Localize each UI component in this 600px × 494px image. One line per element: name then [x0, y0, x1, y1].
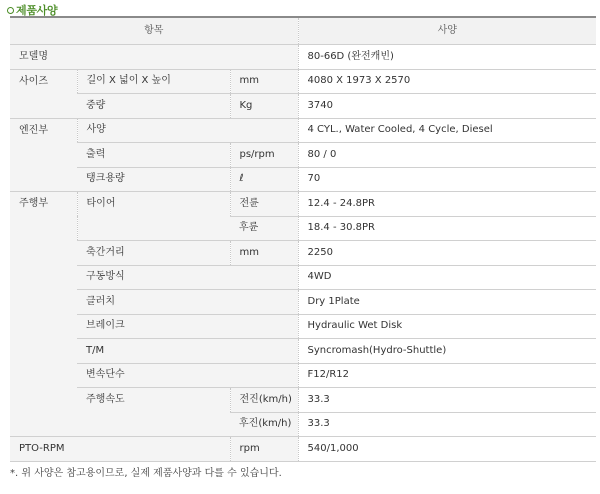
circle-bullet-icon [7, 7, 14, 14]
model-label: 모델명 [10, 45, 298, 70]
tire-rear-label: 후륜 [230, 216, 298, 241]
model-value: 80-66D (완전캐빈) [298, 45, 596, 70]
spec-table [10, 16, 596, 462]
table-row [10, 192, 596, 217]
pto-value: 540/1,000 [298, 437, 596, 462]
tire-front-value: 12.4 - 24.8PR [298, 192, 596, 217]
table-row [10, 265, 596, 290]
tm-label: T/M [77, 339, 298, 364]
drive-type-value: 4WD [298, 265, 596, 290]
table-row [10, 290, 596, 315]
size-dims-value: 4080 X 1973 X 2570 [298, 69, 596, 94]
pto-label: PTO-RPM [10, 437, 230, 462]
table-row [10, 388, 596, 413]
speed-label: 주행속도 [77, 388, 230, 437]
section-title-text: 제품사양 [16, 4, 58, 17]
table-row [10, 241, 596, 266]
wheelbase-value: 2250 [298, 241, 596, 266]
engine-spec-label: 사양 [77, 118, 298, 143]
engine-group-label: 엔진부 [10, 118, 77, 192]
table-header-row [10, 17, 596, 45]
table-row [10, 339, 596, 364]
gears-value: F12/R12 [298, 363, 596, 388]
tire-rear-value: 18.4 - 30.8PR [298, 216, 596, 241]
gears-label: 변속단수 [77, 363, 298, 388]
drive-group-label: 주행부 [10, 192, 77, 437]
weight-value: 3740 [298, 94, 596, 119]
wheelbase-unit: mm [230, 241, 298, 266]
size-group-label: 사이즈 [10, 69, 77, 118]
tire-label: 타이어 [77, 192, 230, 241]
output-value: 80 / 0 [298, 143, 596, 168]
brake-label: 브레이크 [77, 314, 298, 339]
weight-label: 중량 [77, 94, 230, 119]
footnote: *. 위 사양은 참고용이므로, 실제 제품사양과 다를 수 있습니다. [10, 468, 282, 479]
table-row [10, 143, 596, 168]
pto-unit: rpm [230, 437, 298, 462]
engine-spec-value: 4 CYL., Water Cooled, 4 Cycle, Diesel [298, 118, 596, 143]
size-dims-unit: mm [230, 69, 298, 94]
table-row [10, 314, 596, 339]
wheelbase-label: 축간거리 [77, 241, 230, 266]
clutch-value: Dry 1Plate [298, 290, 596, 315]
tank-value: 70 [298, 167, 596, 192]
output-unit: ps/rpm [230, 143, 298, 168]
speed-rev-value: 33.3 [298, 412, 596, 437]
speed-fwd-label: 전진(km/h) [230, 388, 298, 413]
table-row [10, 94, 596, 119]
header-spec: 사양 [298, 17, 596, 45]
speed-rev-label: 후진(km/h) [230, 412, 298, 437]
tm-value: Syncromash(Hydro-Shuttle) [298, 339, 596, 364]
table-row [10, 167, 596, 192]
tire-front-label: 전륜 [230, 192, 298, 217]
table-row [10, 118, 596, 143]
table-row [10, 69, 596, 94]
speed-fwd-value: 33.3 [298, 388, 596, 413]
brake-value: Hydraulic Wet Disk [298, 314, 596, 339]
size-dims-label: 길이 X 넓이 X 높이 [77, 69, 230, 94]
tank-label: 탱크용량 [77, 167, 230, 192]
table-row [10, 363, 596, 388]
drive-type-label: 구동방식 [77, 265, 298, 290]
table-row [10, 45, 596, 70]
clutch-label: 클러치 [77, 290, 298, 315]
output-label: 출력 [77, 143, 230, 168]
tank-unit: ℓ [230, 167, 298, 192]
weight-unit: Kg [230, 94, 298, 119]
table-row [10, 437, 596, 462]
header-item: 항목 [10, 17, 298, 45]
